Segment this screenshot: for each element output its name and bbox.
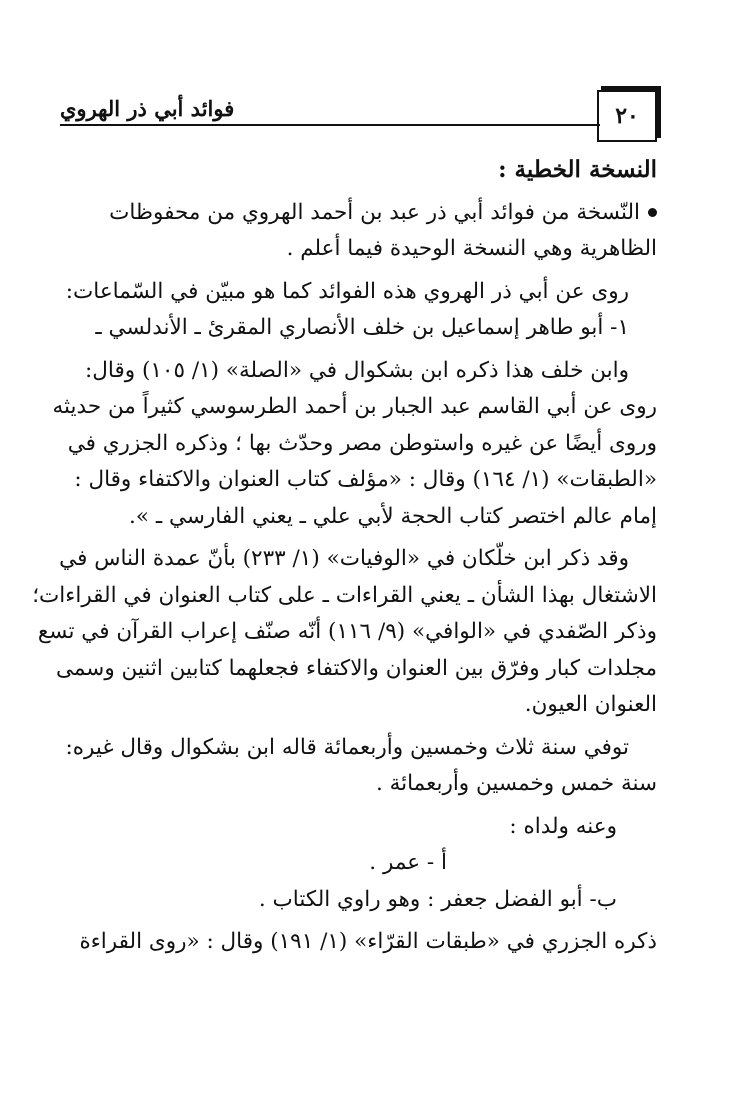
bullet-icon [648, 208, 657, 217]
paragraph-ibn-khalaf [52, 353, 657, 536]
text-line: روى عن أبي ذر الهروي هذه الفوائد كما هو مبيّن في السّماعات: [65, 278, 629, 304]
page-number: ٢٠ [597, 90, 657, 142]
text-line: وروى أيضًا عن غيره واستوطن مصر وحدّث بها ؛ وذكره الجزري في [67, 430, 657, 456]
text-line: وابن خلف هذا ذكره ابن بشكوال في «الصلة» (١/ ١٠٥) وقال: [85, 357, 629, 383]
paragraph-final [62, 924, 657, 961]
text-line: النّسخة من فوائد أبي ذر عبد بن أحمد الهروي من محفوظات [62, 195, 657, 232]
text-line: سنة خمس وخمسين وأربعمائة . [375, 771, 657, 796]
text-line: العنوان العيون. [524, 692, 657, 717]
paragraph-manuscript [62, 195, 657, 268]
text-line: ذكره الجزري في «طبقات القرّاء» (١/ ١٩١) وقال : «روى القراءة [79, 929, 657, 954]
text-line: إمام عالم اختصر كتاب الحجة لأبي علي ـ يعني الفارسي ـ ». [129, 503, 657, 529]
list-item: ب- أبو الفضل جعفر : وهو راوي الكتاب . [258, 886, 617, 912]
text-line: الظاهرية وهي النسخة الوحيدة فيما أعلم . [286, 236, 657, 261]
text-line: وذكر الصّفدي في «الوافي» (٩/ ١١٦) أنّه صنّف إعراب القرآن في تسع [37, 619, 657, 644]
page-body [32, 152, 657, 967]
children-list [62, 809, 657, 919]
section-heading: النسخة الخطية : [498, 156, 657, 183]
paragraph-narrators [62, 274, 657, 347]
page-header [60, 90, 657, 129]
text-line: توفي سنة ثلاث وخمسين وأربعمائة قاله ابن بشكوال وقال غيره: [65, 734, 629, 760]
text-line: روى عن أبي القاسم عبد الجبار بن أحمد الطرسوسي كثيراً من حديثه [52, 394, 657, 419]
paragraph-death-date [62, 730, 657, 803]
text-line: وقد ذكر ابن خلّكان في «الوفيات» (١/ ٢٣٣) بأنّ عمدة الناس في [59, 546, 629, 571]
text-line: الاشتغال بهذا الشأن ـ يعني القراءات ـ على كتاب العنوان في القراءات؛ [32, 582, 657, 608]
list-item: أ - عمر . [369, 850, 447, 875]
children-intro: وعنه ولداه : [509, 813, 617, 839]
running-title: فوائد أبي ذر الهروي [60, 96, 235, 121]
text-line: «الطبقات» (١/ ١٦٤) وقال : «مؤلف كتاب العنوان والاكتفاء وقال : [74, 467, 657, 492]
text-line: مجلدات كبار وفرّق بين العنوان والاكتفاء فجعلهما كتابين اثنين وسمى [55, 655, 657, 681]
paragraph-ibn-khallikan [32, 541, 657, 724]
header-divider [60, 124, 600, 126]
text-line: ١- أبو طاهر إسماعيل بن خلف الأنصاري المقرئ ـ الأندلسي ـ [95, 315, 629, 340]
